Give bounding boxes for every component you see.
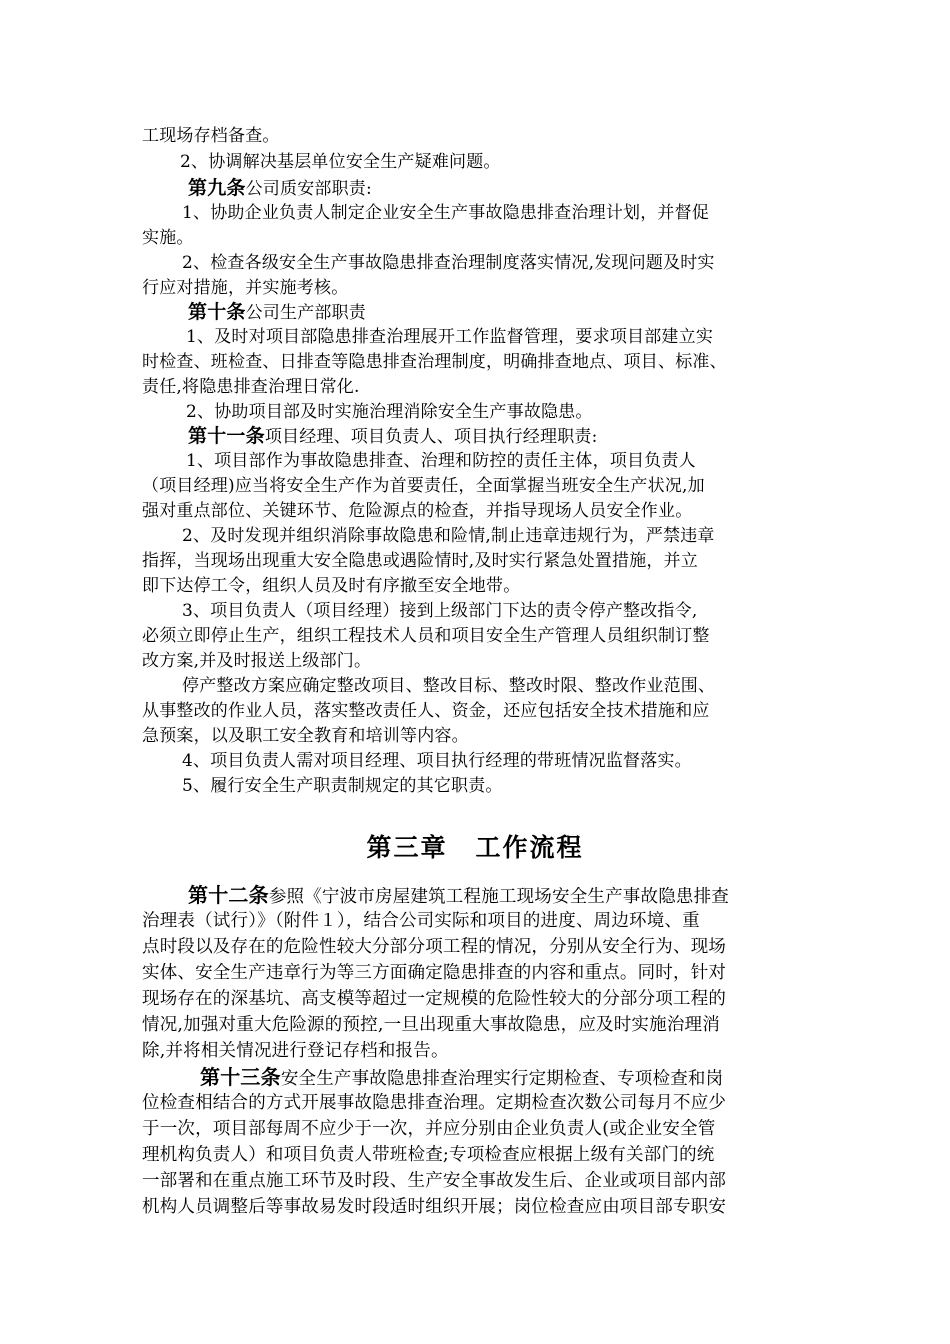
article-heading: 第十二条 bbox=[188, 883, 269, 907]
text-line: 位检查相结合的方式开展事故隐患排查治理。定期检查次数公司每月不应少 bbox=[142, 1093, 727, 1113]
article-9 bbox=[142, 176, 856, 200]
text-line: 1、项目部作为事故隐患排查、治理和防控的责任主体，项目负责人 bbox=[186, 451, 696, 471]
article-11 bbox=[142, 424, 856, 448]
text-line: 3、项目负责人（项目经理）接到上级部门下达的责令停产整改指令, bbox=[182, 601, 698, 621]
text-line: 实施。 bbox=[142, 228, 194, 248]
article-12 bbox=[142, 882, 856, 908]
text-line: 2、检查各级安全生产事故隐患排查治理制度落实情况,发现问题及时实 bbox=[182, 253, 715, 273]
text-line: 改方案,并及时报送上级部门。 bbox=[142, 651, 372, 671]
chapter-heading bbox=[0, 828, 950, 864]
text-line: 实体、安全生产违章行为等三方面确定隐患排查的内容和重点。同时，针对 bbox=[142, 963, 727, 983]
text-line: 2、协助项目部及时实施治理消除安全生产事故隐患。 bbox=[186, 402, 593, 422]
text-line: 情况,加强对重大危险源的预控,一旦出现重大事故隐患，应及时实施治理消 bbox=[142, 1015, 720, 1035]
article-text: 参照《宁波市房屋建筑工程施工现场安全生产事故隐患排查 bbox=[268, 887, 730, 907]
text-line: 2、协调解决基层单位安全生产疑难问题。 bbox=[180, 152, 501, 172]
text-line: 理机构负责人）和项目负责人带班检查;专项检查应根据上级有关部门的统 bbox=[142, 1145, 715, 1165]
article-heading: 第九条 bbox=[188, 177, 246, 199]
text-line: 治理表（试行）》（附件１），结合公司实际和项目的进度、周边环境、重 bbox=[142, 911, 700, 931]
text-line: 即下达停工令，组织人员及时有序撤至安全地带。 bbox=[142, 576, 521, 596]
text-line: 指挥，当现场出现重大安全隐患或遇险情时,及时实行紧急处置措施，并立 bbox=[142, 551, 699, 571]
article-13 bbox=[142, 1064, 868, 1090]
text-line: 责任,将隐患排查治理日常化. bbox=[142, 377, 360, 397]
chapter-title: 工作流程 bbox=[475, 833, 584, 862]
text-line: 于一次，项目部每周不应少于一次，并应分别由企业负责人(或企业安全管 bbox=[142, 1119, 716, 1139]
text-line: 1、协助企业负责人制定企业安全生产事故隐患排查治理计划，并督促 bbox=[182, 203, 710, 223]
text-line: 工现场存档备查。 bbox=[142, 126, 280, 146]
text-line: 机构人员调整后等事故易发时段适时组织开展；岗位检查应由项目部专职安 bbox=[142, 1197, 727, 1217]
text-line: 一部署和在重点施工环节及时段、生产安全事故发生后、企业或项目部内部 bbox=[142, 1171, 727, 1191]
text-line: 从事整改的作业人员，落实整改责任人、资金，还应包括安全技术措施和应 bbox=[142, 701, 710, 721]
text-line: 5、履行安全生产职责制规定的其它职责。 bbox=[182, 776, 503, 796]
text-line: 必须立即停止生产，组织工程技术人员和项目安全生产管理人员组织制订整 bbox=[142, 626, 710, 646]
text-line: 1、及时对项目部隐患排查治理展开工作监督管理，要求项目部建立实 bbox=[186, 327, 714, 347]
text-line: 时检查、班检查、日排查等隐患排查治理制度，明确排查地点、项目、标准、 bbox=[142, 352, 727, 372]
text-line: 强对重点部位、关键环节、危险源点的检查，并指导现场人员安全作业。 bbox=[142, 501, 693, 521]
article-title: 公司质安部职责: bbox=[245, 179, 372, 199]
article-10 bbox=[142, 300, 856, 324]
text-line: 2、及时发现并组织消除事故隐患和险情,制止违章违规行为，严禁违章 bbox=[182, 526, 715, 546]
article-heading: 第十条 bbox=[188, 301, 246, 323]
article-heading: 第十一条 bbox=[188, 425, 265, 447]
text-line: （项目经理)应当将安全生产作为首要责任，全面掌握当班安全生产状况,加 bbox=[142, 476, 705, 496]
text-line: 除,并将相关情况进行登记存档和报告。 bbox=[142, 1041, 449, 1061]
text-line: 4、项目负责人需对项目经理、项目执行经理的带班情况监督落实。 bbox=[182, 751, 692, 771]
chapter-number: 第三章 bbox=[366, 833, 448, 862]
article-heading: 第十三条 bbox=[200, 1065, 281, 1089]
article-text: 安全生产事故隐患排查治理实行定期检查、专项检查和岗 bbox=[280, 1069, 724, 1089]
article-title: 项目经理、项目负责人、项目执行经理职责: bbox=[264, 427, 598, 447]
text-line: 停产整改方案应确定整改项目、整改目标、整改时限、整改作业范围、 bbox=[182, 676, 716, 696]
text-line: 现场存在的深基坑、高支模等超过一定规模的危险性较大的分部分项工程的 bbox=[142, 989, 727, 1009]
text-line: 急预案，以及职工安全教育和培训等内容。 bbox=[142, 726, 469, 746]
text-line: 点时段以及存在的危险性较大分部分项工程的情况，分别从安全行为、现场 bbox=[142, 937, 727, 957]
text-line: 行应对措施，并实施考核。 bbox=[142, 278, 349, 298]
article-title: 公司生产部职责 bbox=[245, 303, 367, 323]
